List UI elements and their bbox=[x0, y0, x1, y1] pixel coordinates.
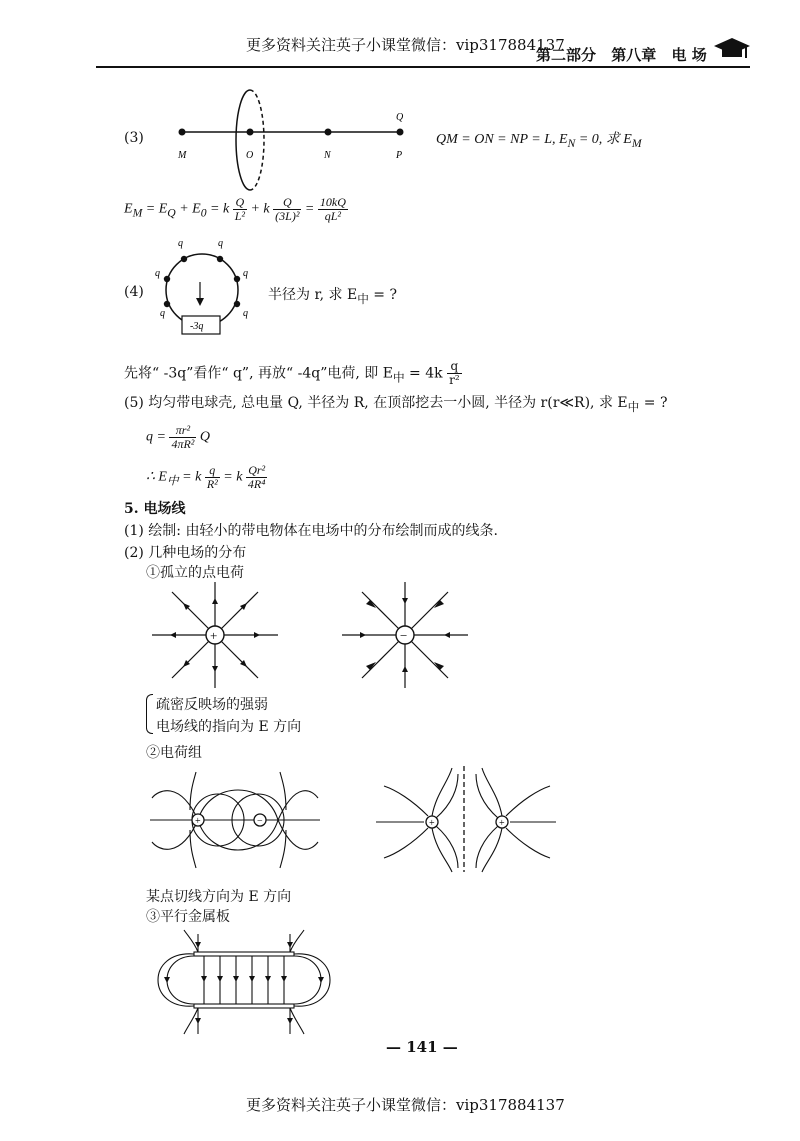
label-o: O bbox=[246, 150, 254, 161]
label-m: M bbox=[178, 150, 187, 161]
label-q: Q bbox=[396, 112, 404, 123]
like-charges-field bbox=[376, 764, 556, 874]
negative-charge-field bbox=[340, 580, 470, 690]
graduation-cap-icon bbox=[712, 36, 752, 60]
header-rule bbox=[96, 66, 750, 68]
item4-question: 半径为 r, 求 $E_中$ = ? bbox=[268, 287, 397, 306]
point-p bbox=[397, 129, 404, 136]
section5-sub2: ②电荷组 bbox=[146, 745, 202, 761]
item3-condition: QM = ON = NP = L, $E_N = 0$, 求 $E_M$ bbox=[436, 132, 642, 150]
item3-diagram bbox=[160, 88, 420, 198]
point-n bbox=[325, 129, 332, 136]
q-label-4: q bbox=[243, 268, 248, 279]
q-label-2: q bbox=[218, 238, 223, 249]
q-label-1: q bbox=[178, 238, 183, 249]
tangent-note: 某点切线方向为 E 方向 bbox=[146, 889, 292, 905]
q-label-6: q bbox=[243, 308, 248, 319]
item3-formula: $E_M = E_Q + E_0 = k$ $\frac{Q}{\text{L²}}$ + k $\frac{Q}{\text{(3L)²}}$ = $\frac{10kQ}{\text{qL²}}$ bbox=[124, 195, 346, 223]
brace-line-2: 电场线的指向为 E 方向 bbox=[156, 719, 302, 735]
label-p: P bbox=[396, 150, 403, 161]
section5-title: 5. 电场线 bbox=[124, 501, 186, 517]
item5-q-formula: q = $\frac{\text{πr²}}{\text{4πR²}}$ Q bbox=[146, 423, 211, 451]
minus-sign: − bbox=[400, 628, 408, 643]
point-m bbox=[179, 129, 186, 136]
dipole-minus: − bbox=[257, 816, 263, 827]
header-chapter: 第八章 bbox=[611, 46, 657, 64]
brace-line-1: 疏密反映场的强弱 bbox=[156, 697, 268, 713]
section5-sub1: ①孤立的点电荷 bbox=[146, 565, 244, 581]
section5-p2: (2) 几种电场的分布 bbox=[124, 545, 247, 561]
header-title: 电 场 bbox=[671, 46, 707, 64]
bottom-watermark: 更多资料关注英子小课堂微信：vip317884137 bbox=[246, 1096, 565, 1114]
item3-number: (3) bbox=[124, 130, 144, 146]
like-plus-1: + bbox=[429, 818, 435, 829]
label-n: N bbox=[324, 150, 331, 161]
item5-e-formula: ∴ $E_中 = k$ $\frac{q}{\text{R²}}$ = k $\frac{\text{Qr²}}{\text{4R⁴}}$ bbox=[146, 463, 266, 491]
q-label-3: q bbox=[155, 268, 160, 279]
dipole-field bbox=[150, 770, 320, 870]
point-o bbox=[247, 129, 254, 136]
section5-sub3: ③平行金属板 bbox=[146, 909, 230, 925]
top-watermark: 更多资料关注英子小课堂微信：vip317884137 bbox=[246, 36, 565, 54]
header-section bbox=[536, 44, 707, 65]
dipole-plus: + bbox=[195, 816, 201, 827]
box-label: -3q bbox=[190, 321, 204, 332]
parallel-plates-field bbox=[158, 930, 348, 1040]
item4-answer: 先将“ -3q”看作“ q”, 再放“ -4q”电荷, 即 $E_中 = 4k$ $\frac{q}{\text{r²}}$ bbox=[124, 359, 460, 387]
brace bbox=[146, 694, 153, 734]
like-plus-2: + bbox=[499, 818, 505, 829]
positive-charge-field bbox=[150, 580, 280, 690]
page-number: — 141 — bbox=[386, 1038, 458, 1056]
item4-number: (4) bbox=[124, 284, 144, 300]
plus-sign: + bbox=[210, 628, 218, 643]
q-label-5: q bbox=[160, 308, 165, 319]
header-part: 第二部分 bbox=[536, 46, 597, 64]
item4-ring-diagram bbox=[150, 232, 260, 340]
item5-text: (5) 均匀带电球壳, 总电量 Q, 半径为 R, 在顶部挖去一小圆, 半径为 r(r≪R), 求 $E_中$ = ? bbox=[124, 395, 668, 414]
section5-p1: (1) 绘制: 由轻小的带电物体在电场中的分布绘制而成的线条. bbox=[124, 523, 498, 539]
